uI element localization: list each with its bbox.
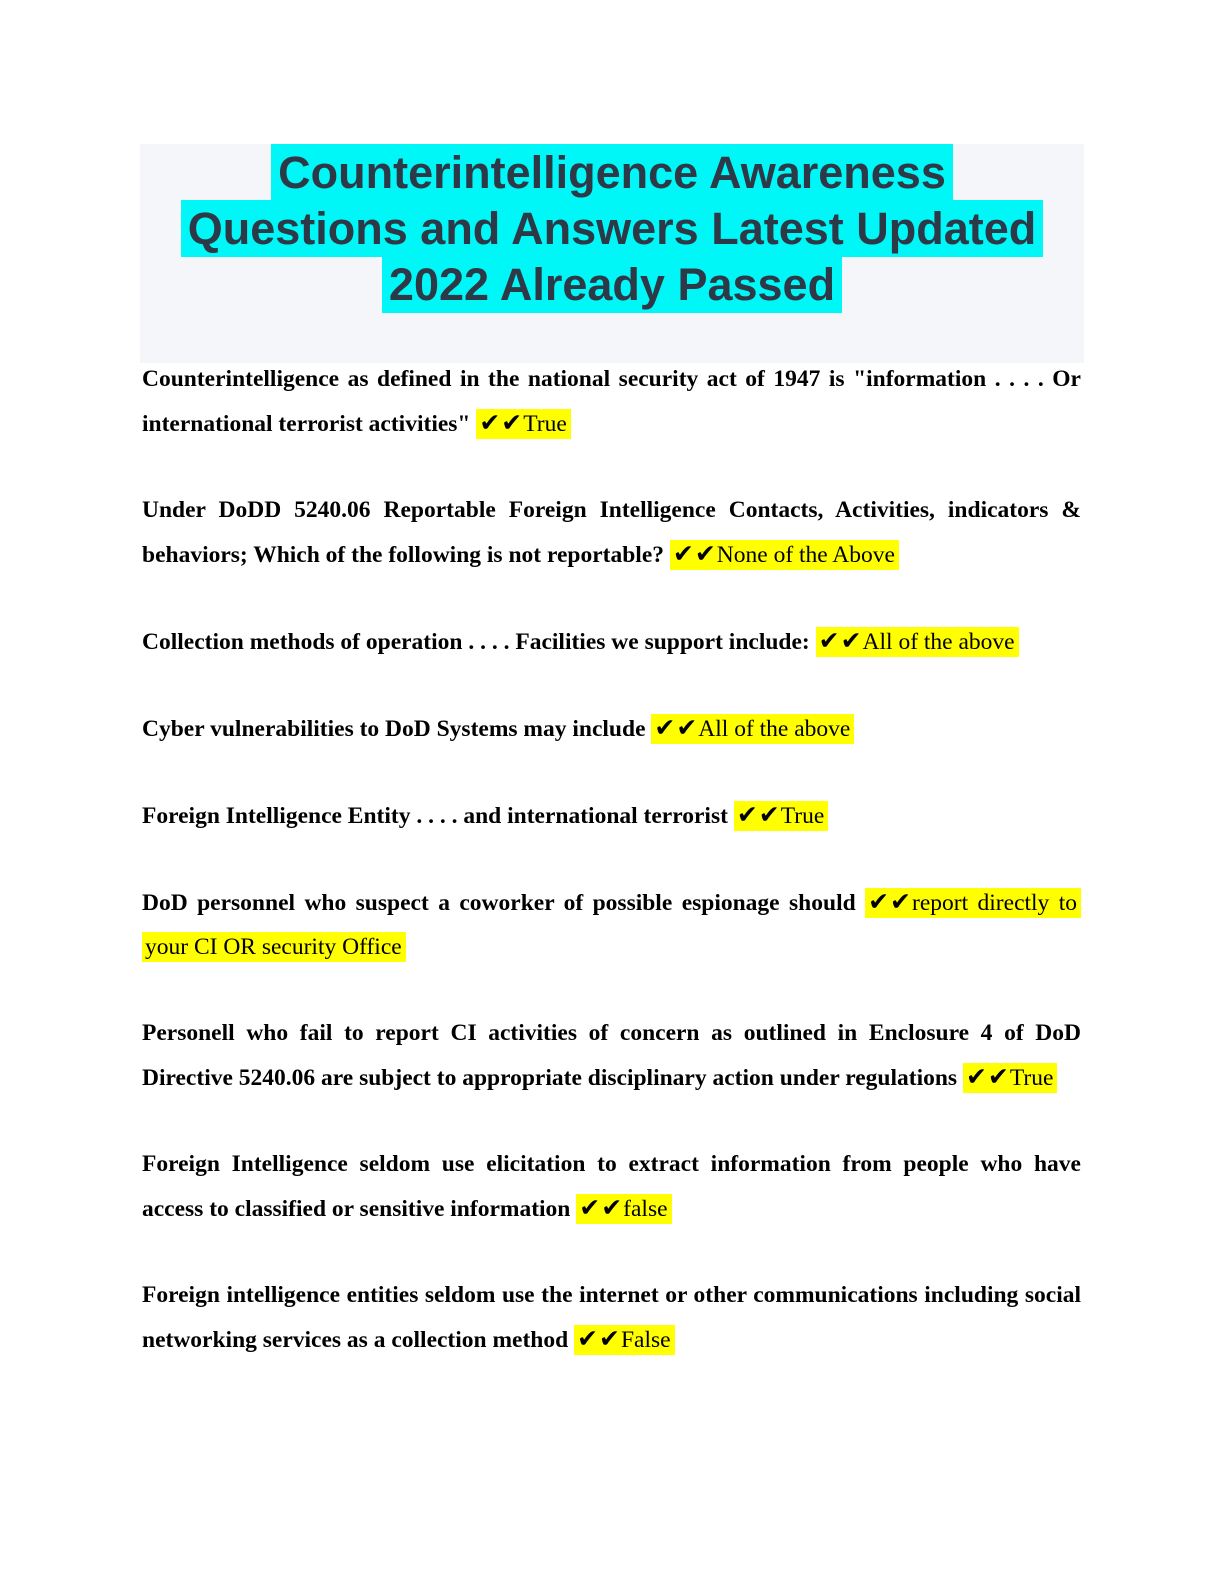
qa-item bbox=[142, 1011, 1081, 1100]
qa-item bbox=[142, 488, 1081, 577]
answer-text: false bbox=[623, 1196, 668, 1222]
answer-text: False bbox=[620, 1327, 671, 1353]
double-checkmark-icon: ✔✔ bbox=[577, 1324, 621, 1353]
page-title bbox=[140, 144, 1084, 313]
qa-item bbox=[142, 880, 1081, 969]
qa-item bbox=[142, 1142, 1081, 1231]
double-checkmark-icon: ✔✔ bbox=[868, 887, 912, 916]
double-checkmark-icon: ✔✔ bbox=[579, 1193, 624, 1222]
answer-highlight bbox=[670, 540, 899, 570]
answer-text: All of the above bbox=[862, 629, 1015, 655]
title-highlight: Counterintelligence Awareness bbox=[271, 144, 953, 201]
answer-highlight bbox=[816, 627, 1019, 657]
question-text: Under DoDD 5240.06 Reportable Foreign Intelligence Contacts, Activities, indicators & behaviors; Which of the following is not reportable? bbox=[142, 497, 1081, 568]
question-text: DoD personnel who suspect a coworker of possible espionage should bbox=[142, 890, 856, 916]
answer-highlight bbox=[651, 714, 854, 744]
title-highlight: Questions and Answers Latest Updated bbox=[181, 200, 1044, 257]
question-text: Foreign Intelligence Entity . . . . and international terrorist bbox=[142, 803, 728, 829]
answer-text: True bbox=[1009, 1065, 1054, 1091]
qa-item bbox=[142, 619, 1081, 664]
qa-item bbox=[142, 1273, 1081, 1362]
answer-text: All of the above bbox=[698, 716, 851, 742]
qa-item bbox=[142, 706, 1081, 751]
answer-text: True bbox=[780, 803, 825, 829]
qa-list bbox=[142, 357, 1081, 1404]
double-checkmark-icon: ✔✔ bbox=[965, 1062, 1010, 1091]
question-text: Collection methods of operation . . . . Facilities we support include: bbox=[142, 629, 810, 655]
answer-text: None of the Above bbox=[716, 542, 895, 568]
question-text: Counterintelligence as defined in the national security act of 1947 is "information . . . . Or international terrorist activities" bbox=[142, 366, 1081, 437]
question-text: Personell who fail to report CI activities of concern as outlined in Enclosure 4 of DoD Directive 5240.06 are subject to appropriate disciplinary action under regulations bbox=[142, 1020, 1081, 1091]
qa-item bbox=[142, 793, 1081, 838]
title-line-2 bbox=[140, 201, 1084, 257]
answer-highlight bbox=[963, 1063, 1057, 1093]
title-banner bbox=[140, 144, 1084, 363]
title-highlight: 2022 Already Passed bbox=[382, 256, 842, 313]
double-checkmark-icon: ✔✔ bbox=[479, 408, 524, 437]
answer-text: report directly to your CI OR security Office bbox=[145, 890, 1077, 960]
answer-text: True bbox=[523, 411, 567, 437]
question-text: Foreign intelligence entities seldom use the internet or other communications including social networking services as a collection method bbox=[142, 1282, 1081, 1353]
double-checkmark-icon: ✔✔ bbox=[672, 539, 717, 568]
question-text: Cyber vulnerabilities to DoD Systems may include bbox=[142, 716, 646, 742]
answer-highlight bbox=[576, 1194, 671, 1224]
question-text: Foreign Intelligence seldom use elicitation to extract information from people who have access to classified or sensitive information bbox=[142, 1151, 1081, 1222]
qa-item bbox=[142, 357, 1081, 446]
title-line-3 bbox=[140, 257, 1084, 313]
double-checkmark-icon: ✔✔ bbox=[736, 800, 781, 829]
answer-highlight bbox=[476, 409, 570, 439]
double-checkmark-icon: ✔✔ bbox=[654, 713, 699, 742]
answer-highlight bbox=[574, 1325, 675, 1355]
answer-highlight bbox=[734, 801, 828, 831]
title-line-1 bbox=[140, 145, 1084, 201]
double-checkmark-icon: ✔✔ bbox=[818, 626, 863, 655]
